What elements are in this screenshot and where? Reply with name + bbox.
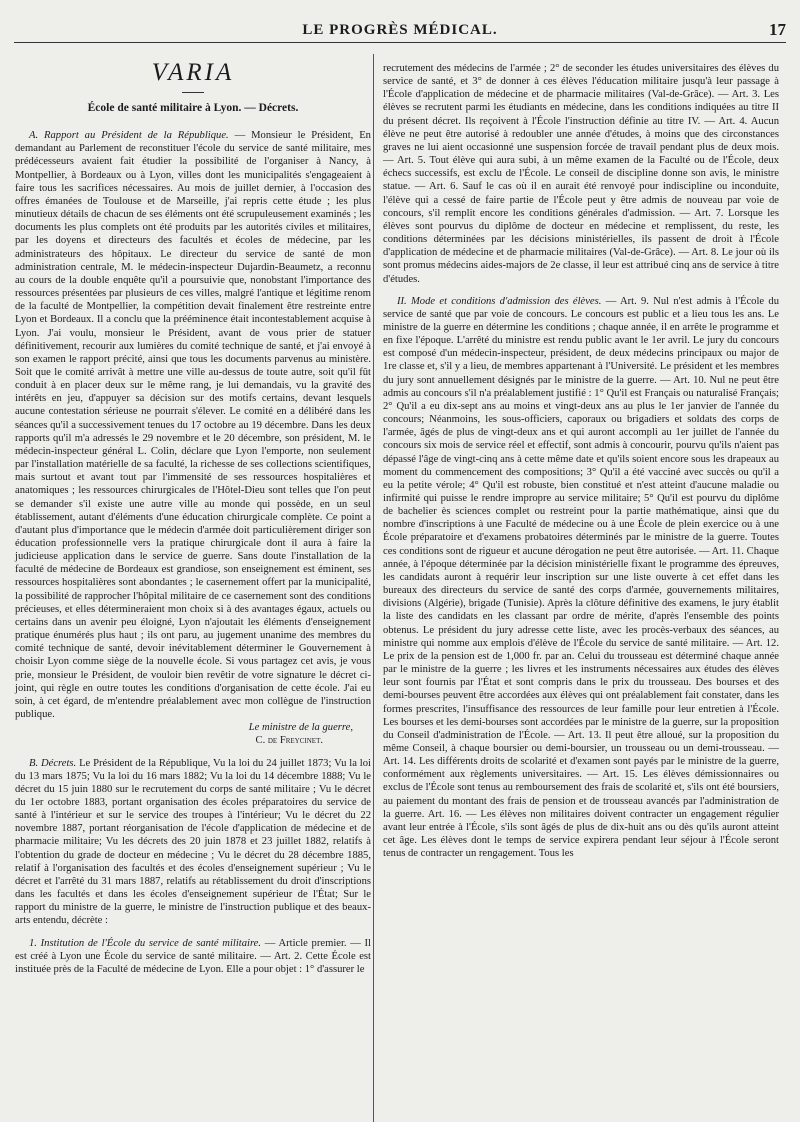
signature-name: C. de Freycinet.	[255, 735, 323, 747]
article-title: École de santé militaire à Lyon. — Décrets.	[87, 102, 299, 114]
page-header	[14, 18, 786, 43]
decrets-paragraph	[15, 757, 371, 928]
admission-text: — Art. 9. Nul n'est admis à l'École du service de santé que par voie de concours. Le concours est public et a lieu tous les ans. Le ministre de la guerre en détermine les conditions ; chaque année, il en arrête le programme et en fixe l'époque. L'arrêté du ministre est rendu public avant le 1er avril. Le jury du concours est composé d'un médecin-inspecteur, président, de deux médecins principaux ou major de 1re classe et, s'il y a lieu, de membres appartenant à l'Université. Le président et les membres du jury sont annuellement désignés par le ministre de la guerre. — Art. 10. Nul ne peut être admis au concours s'il n'a préalablement justifié : 1° Qu'il est Français ou naturalisé Français; 2° Qu'il a eu dix-sept ans au moins et vingt-deux ans au plus le 1er janvier de l'année du concours; Néanmoins, les sous-officiers, caporaux ou brigadiers et soldats des corps de l'armée, âgés de plus de vingt-deux ans et qui auront accompli au 1er juillet de l'année du concours six mois de service réel et effectif, sont admis à concourir, pourvu qu'ils n'aient pas dépassé l'âge de vingt-cinq ans à cette même date et qu'ils soient encore sous les drapeaux au moment du commencement des compositions; 3° Qu'il a été vacciné avec succès ou qu'il a eu la petite vérole; 4° Qu'il est robuste, bien constitué et n'est atteint d'aucune maladie ou infirmité qui puisse le rendre impropre au service militaire; 5° Qu'il est pourvu du diplôme de bachelier ès sciences complet ou restreint pour la partie mathématique, ainsi que du nombre d'inscriptions à une Faculté de médecine ou à une École de plein exercice ou à une École préparatoire et d'examens probatoires déterminés par le ministre de la guerre. Toutes ces conditions sont de rigueur et aucune dérogation ne peut être autorisée. — Art. 11. Chaque année, à l'époque déterminée par la décision ministérielle fixant le programme des épreuves, les candidats auront à requérir leur inscription sur une liste ouverte à cet effet dans les bureaux des directeurs du service de santé des corps d'armée, gouvernements militaires, divisions (Algérie), brigade (Tunisie). Après la clôture définitive des examens, le jury établit la liste des candidats en les classant par ordre de mérite, d'après l'ensemble des points obtenus. Le président du jury adresse cette liste, avec les procès-verbaux des séances, au ministre qui nomme aux emplois d'élève de l'École du service de santé militaire. — Art. 12. Le prix de la pension est de 1,000 fr. par an. Celui du trousseau est déterminé chaque année par le ministre de la guerre ; les livres et les instruments nécessaires aux études des élèves leur sont fournis par l'État et sont compris dans le prix du trousseau. Des bourses et des demi-bourses peuvent être accordées aux élèves qui ont préalablement fait constater, dans les formes prescrites, l'insuffisance des ressources de leur famille pour leur entretien à l'École. Les bourses et les demi-bourses sont accordées par le ministre de la guerre, sur la proposition du Conseil d'administration de l'École. — Art. 13. Il peut être alloué, sur la proposition du même Conseil, à chaque boursier ou demi-boursier, un trousseau ou un demi-trousseau. — Art. 14. Les différents droits de scolarité et d'examen sont payés par le ministre de la guerre, conformément aux règlements universitaires. — Art. 15. Les élèves démissionnaires ou exclus de l'École sont tenus au remboursement des frais de scolarité et, s'ils ont été boursiers, au paiement du montant des frais de pension et de trousseau avancés par l'administration de la guerre. Art. 16. — Les élèves non militaires doivent contracter un engagement régulier avant leur entrée à l'École, s'ils sont âgés de plus de dix-huit ans ou dès qu'ils auront atteint cet âge. Les élèves dont le temps de service expirera pendant leur séjour à l'École seront tenus de contracter un rengagement. Tous les	[383, 295, 779, 860]
decrets-text: Le Président de la République, Vu la loi du 24 juillet 1873; Vu la loi du 13 mars 1875; Vu la loi du 16 mars 1882; Vu la loi du 14 décembre 1888; Vu le décret du 15 juin 1880 sur le recrutement du corps de santé militaire ; Vu le décret du 1er octobre 1883, portant organisation des écoles préparatoires du service de santé à l'intérieur et sur le service des troupes à l'intérieur; Vu le décret du 22 novembre 1887, portant réorganisation de l'école d'application de médecine et de pharmacie militaire; Vu les décrets des 20 juin 1878 et 23 juillet 1882, relatifs à l'obtention du grade de docteur en médecine ; Vu le décret du 28 décembre 1885, relatif à l'organisation des facultés et des écoles d'enseignement supérieur ; Vu le décret et l'arrêté du 31 mars 1887, relatifs au rétablissement du droit d'inscriptions dans les facultés et dans les écoles d'enseignement supérieur de l'État; Sur le rapport du ministre de la guerre, le ministre de l'instruction publique et des beaux-arts entendu, décrète :	[15, 757, 371, 927]
journal-title: LE PROGRÈS MÉDICAL.	[302, 22, 498, 38]
decrets-heading: B. Décrets.	[29, 757, 77, 769]
left-column	[15, 58, 371, 976]
right-column	[383, 62, 779, 860]
institution-heading: 1. Institution de l'École du service de santé militaire.	[29, 937, 262, 949]
institution-paragraph	[15, 937, 371, 976]
column-divider	[373, 54, 374, 1122]
institution-text: — Article premier. — Il est créé à Lyon une École du service de santé militaire. — Art. 2. Cette École est instituée près de la Faculté de médecine de Lyon. Elle a pour objet : 1° d'assurer le	[15, 937, 371, 975]
rapport-text: — Monsieur le Président, En demandant au Parlement de reconstituer l'école du service de santé militaire, mes prédécesseurs avaient fait étudier la possibilité de l'organiser à Nancy, à Montpellier, à Bordeaux ou à Lyon, villes dont les municipalités s'engageaient à faire tous les sacrifices nécessaires. Au mois de juillet dernier, à l'occasion des offres émanées de Toulouse et de Marseille, j'ai repris cette étude ; les plus minutieux détails de chacun de ses éléments ont été scrupuleusement examinés ; les documents les plus complets ont été produits par les autorités civiles et militaires, par les doyens et directeurs des facultés et écoles de médecine, par les administrateurs des hôpitaux. Le directeur du service de santé de mon administration centrale, M. le médecin-inspecteur Dujardin-Beaumetz, a reconnu au cours de la double enquête qu'il a poursuivie que, nonobstant l'importance des ressources présentées par plusieurs de ces villes, malgré l'antique et légitime renom de la faculté de Montpellier, la compétition devait finalement être restreinte entre Lyon et Bordeaux. Il a conclu que la prééminence était incontestablement acquise à Lyon. J'ai voulu, monsieur le Président, avant de vous prier de statuer définitivement, recourir aux lumières du comité technique de santé, et j'ai envoyé à son examen le rapport précité, ainsi que tous les documents parvenus au ministère. Soit que le comité arrivât à mettre une ville au-dessus de toute autre, soit qu'il fût conduit à en placer deux sur le même rang, je lui demandais, vu la gravité des intérêts en jeu, d'appuyer sa décision sur des motifs certains, devant lesquels aucune contestation sérieuse ne pourrait s'élever. Le comité en a délibéré dans les séances qu'il a successivement tenues du 17 octobre au 19 décembre. Dans les deux rapports qu'il m'a adressés le 29 novembre et le 20 décembre, son président, M. le médecin-inspecteur général L. Colin, déclare que Lyon l'emporte, non seulement par l'installation matérielle de sa faculté, la richesse de ses collections scientifiques, mais surtout et avant tout par l'immensité de ses ressources hospitalières et anatomiques ; les ressources chirurgicales de l'Hôtel-Dieu sont telles que l'on peut se demander s'il existe une autre ville au monde qui possède, en un seul établissement, autant d'éléments d'une éducation chirurgicale complète. Ce point a d'autant plus d'importance que le médecin d'armée doit particulièrement diriger son éducation professionnelle vers la pratique chirurgicale dont il aura à faire la judicieuse application dans le service de guerre. Sans doute l'installation de la faculté de médecine de Bordeaux est grandiose, son enseignement est éminent, ses ressources hospitalières sont abondantes ; le casernement offert par la municipalité, la possibilité de rapprocher l'hôpital militaire de ce casernement sont des conditions précieuses, et elles détermineraient mon choix si à des avantages égaux, actuels ou certains dans un avenir peu éloigné, Lyon n'ajoutait les éléments d'enseignement pratique énumérés plus haut ; ils ont paru, au jugement unanime des membres du comité technique de santé, devoir inévitablement déterminer le Gouvernement à choisir Lyon comme siège de la nouvelle école. Si vous partagez cet avis, je vous prie, monsieur le Président, de vouloir bien revêtir de votre signature le décret ci-joint, qui règle en outre toutes les conditions d'organisation de cette école. J'ai eu soin, à cet égard, de m'entendre préalablement avec mon collègue de l'instruction publique.	[15, 130, 371, 721]
signature-role: Le ministre de la guerre,	[248, 722, 353, 734]
section-title: VARIA	[151, 59, 235, 86]
articles-paragraph: recrutement des médecins de l'armée ; 2° de seconder les études universitaires des élèves du service de santé, et 3° de donner à ces élèves l'éducation militaire jusqu'à leur passage à l'École d'application de médecine et de pharmacie militaires (Val-de-Grâce). — Art. 3. Les élèves se recrutent parmi les étudiants en médecine, dans les conditions indiquées au titre II du présent décret. Ils reçoivent à l'École l'instruction définie au titre IV. — Art. 4. Aucun élève ne peut être autorisé à redoubler une année d'études, à moins que des circonstances graves ne lui aient occasionné une suspension forcée de travail pendant plus de deux mois. — Art. 5. Tout élève qui aura subi, à un même examen de la Faculté ou de l'École, deux échecs successifs, est exclu de l'École. Le conseil de discipline donne son avis, le ministre statue. — Art. 6. Sauf le cas où il en aurait été renvoyé pour indiscipline ou inconduite, l'élève qui a cessé de faire partie de l'École peut y être admis de nouveau par voie de concours, s'il remplit encore les conditions générales d'admission. — Art. 7. Lorsque les élèves sont pourvus du diplôme de docteur en médecine et remplissent, du reste, les conditions déterminées par les décisions ministérielles, ils passent de droit à l'École d'application de médecine et de pharmacie militaires (Val-de-Grâce). — Art. 8. Le jour où ils sont promus médecins aides-majors de 2e classe, il leur est attribué cinq ans de service à titre d'études.	[383, 63, 779, 285]
admission-heading: II. Mode et conditions d'admission des élèves.	[397, 295, 602, 307]
page-number: 17	[769, 20, 786, 39]
rapport-paragraph	[15, 129, 371, 721]
admission-paragraph	[383, 295, 779, 861]
paragraph-gap	[383, 286, 779, 295]
paragraph-gap	[15, 928, 371, 937]
rapport-heading: A. Rapport au Président de la République.	[29, 130, 229, 142]
title-rule	[182, 92, 204, 93]
